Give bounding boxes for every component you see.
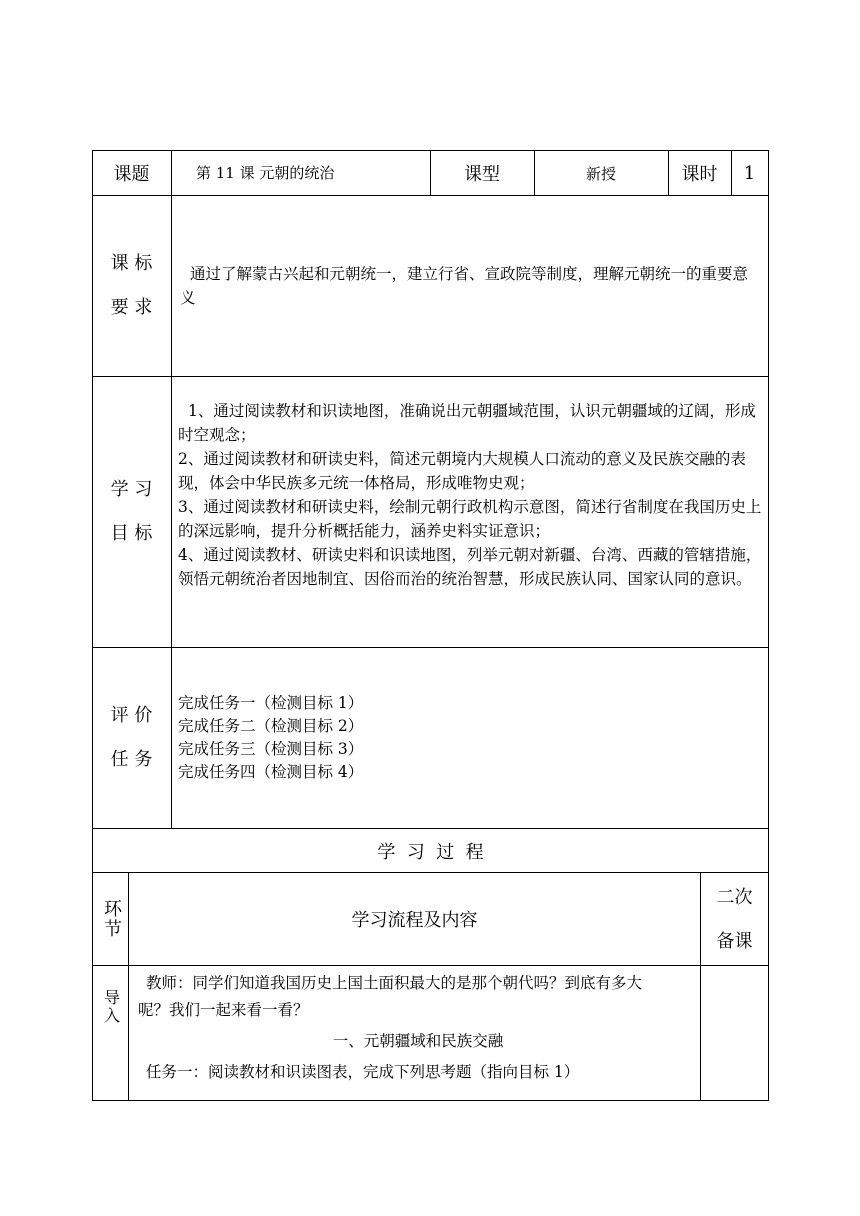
evaluation-item: 完成任务三（检测目标 3）	[178, 740, 364, 758]
objective-item: 1、通过阅读教材和识读地图，准确说出元朝疆域范围，认识元朝疆域的辽阔，形成时空观念；	[178, 402, 756, 444]
type-label: 课型	[464, 164, 500, 185]
standard-label	[92, 242, 171, 330]
objectives-label	[92, 468, 171, 556]
row-divider	[92, 647, 769, 648]
objective-item: 2、通过阅读教材和研读史料，简述元朝境内大规模人口流动的意义及民族交融的表现，体会中华民族多元统一体格局，形成唯物史观；	[178, 450, 746, 492]
stage-column-text: 环节	[101, 899, 122, 939]
evaluation-item: 完成任务一（检测目标 1）	[178, 694, 364, 712]
objective-item: 4、通过阅读教材、研读史料和识读地图，列举元朝对新疆、台湾、西藏的管辖措施，领悟元朝统治者因地制宜、因俗而治的统治智慧，形成民族认同、国家认同的意识。	[178, 546, 762, 588]
table-border-right	[768, 150, 769, 1101]
standard-label-line2: 要 求	[110, 297, 153, 318]
standard-label-line1: 课 标	[110, 253, 153, 274]
evaluation-item: 完成任务四（检测目标 4）	[178, 763, 364, 781]
intro-stage-cell	[94, 982, 128, 1032]
section-heading: 一、元朝疆域和民族交融	[332, 1032, 504, 1050]
evaluation-label-line1: 评 价	[110, 705, 153, 726]
row-divider	[92, 965, 769, 966]
table-border-bottom	[92, 1100, 769, 1101]
course-label: 课题	[113, 164, 150, 185]
revise-header-line1: 二次	[716, 887, 753, 908]
objective-item: 3、通过阅读教材和研读史料，绘制元朝行政机构示意图，简述行省制度在我国历史上的深远影响，提升分析概括能力，涵养史料实证意识；	[178, 498, 762, 540]
type-value: 新授	[585, 164, 616, 183]
revise-header-line2: 备课	[716, 931, 753, 952]
content-column-header: 学习流程及内容	[351, 910, 478, 931]
evaluation-item: 完成任务二（检测目标 2）	[178, 717, 364, 735]
intro-stage-text: 导入	[101, 989, 121, 1025]
course-value: 第 11 课 元朝的统治	[196, 164, 335, 182]
task-one: 任务一：阅读教材和识读图表，完成下列思考题（指向目标 1）	[146, 1063, 580, 1081]
evaluation-label-line2: 任 务	[110, 749, 153, 770]
teacher-question-line1: 教师：同学们知道我国历史上国土面积最大的是那个朝代吗？到底有多大	[146, 974, 643, 992]
standard-text: 通过了解蒙古兴起和元朝统一，建立行省、宣政院等制度，理解元朝统一的重要意义	[180, 265, 749, 307]
hours-label: 课时	[681, 164, 718, 185]
process-title: 学 习 过 程	[377, 841, 484, 863]
evaluation-label	[92, 694, 171, 782]
objectives-list	[178, 399, 762, 591]
objectives-label-line1: 学 习	[110, 479, 153, 500]
revise-column-header	[701, 876, 768, 964]
hours-value: 1	[743, 162, 756, 184]
intro-content	[138, 970, 698, 1086]
objectives-label-line2: 目 标	[110, 523, 153, 544]
col-divider	[171, 150, 172, 829]
evaluation-list	[178, 692, 762, 784]
row-divider	[92, 376, 769, 377]
stage-column-header	[94, 873, 128, 965]
teacher-question-line2: 呢？我们一起来看一看？	[138, 1001, 309, 1019]
